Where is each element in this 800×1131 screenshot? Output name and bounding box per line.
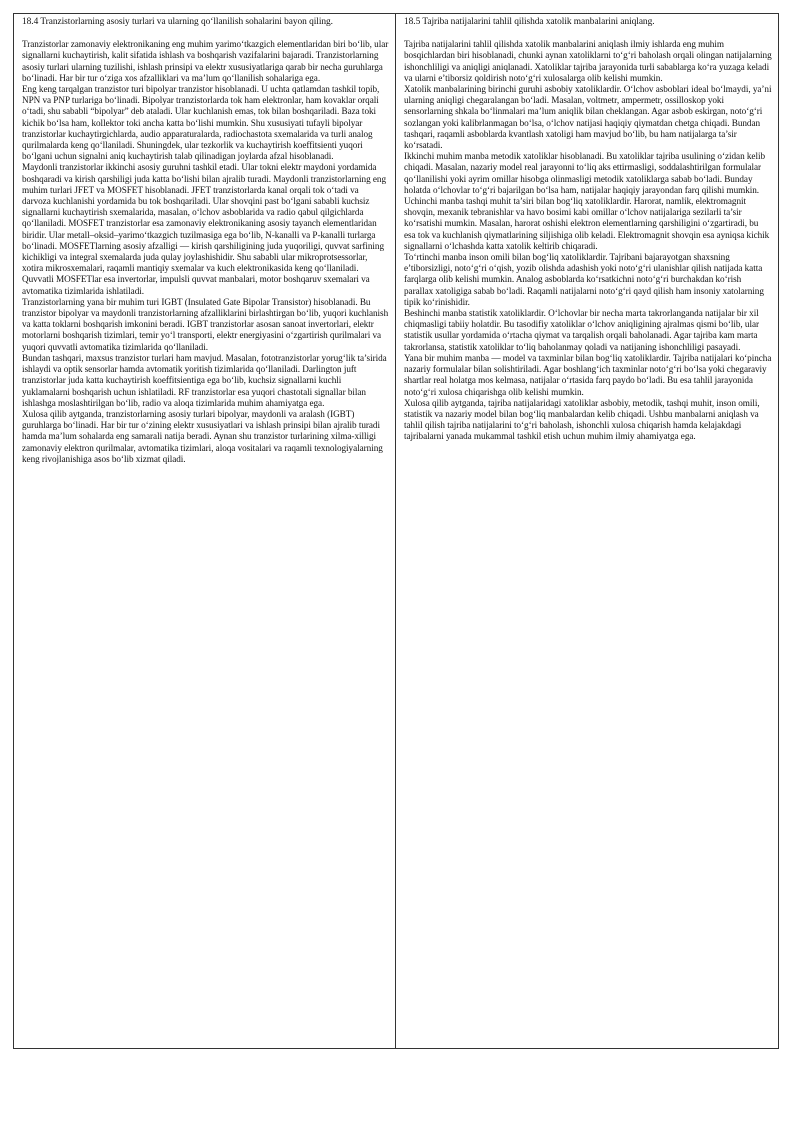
right-paragraph: Uchinchi manba tashqi muhit ta’siri bilan bog‘liq xatoliklardir. Harorat, namlik, elektromagnit shovqin, mexanik tebranishlar va havo bosimi kabi omillar o‘lchov natijalariga sezilarli ta’sir ko‘rsatishi mumkin. Masalan, harorat oshishi elektron elementlarning qarshiligini o‘zgartiradi, bu esa tok va kuchlanish qiymatlarining siljishiga olib keladi. Elektromagnit shovqin esa ayniqsa kichik signallarni o‘lchashda katta xatolik keltirib chiqaradi. — [404, 196, 770, 251]
right-paragraph: Xatolik manbalarining birinchi guruhi asbobiy xatoliklardir. O‘lchov asboblari ideal bo‘lmaydi, ya’ni ularning aniqligi chegaralangan bo‘ladi. Masalan, voltmetr, ampermetr, ossilloskop yoki sensorlarning shkala bo‘linmalari ma’lum aniqlik bilan cheklangan. Agar asbob eskirgan, noto‘g‘ri sozlangan yoki kalibrlanmagan bo‘lsa, o‘lchov natijasi haqiqiy qiymatdan chetga chiqadi. Bundan tashqari, raqamli asboblarda kvantlash xatoligi ham mavjud bo‘lib, bu ham natijalarga ta’sir ko‘rsatadi. — [404, 84, 772, 151]
right-paragraph: Beshinchi manba statistik xatoliklardir. O‘lchovlar bir necha marta takrorlanganda natijalar bir xil chiqmasligi tabiiy holatdir. Bu tasodifiy xatoliklar o‘lchov aniqligining ajralmas qismi bo‘lib, ular statistik usullar yordamida o‘rtacha qiymat va tarqalish orqali baholanadi. Agar tajriba kam marta takrorlansa, statistik xatoliklar to‘liq baholanmay qoladi va natijaning ishonchliligi pasayadi. — [404, 308, 759, 352]
right-paragraph: Xulosa qilib aytganda, tajriba natijalaridagi xatoliklar asbobiy, metodik, tashqi muhit, inson omili, statistik va nazariy model bilan bog‘liq manbalardan kelib chiqadi. Ushbu manbalarni aniqlash va tahlil qilish tajriba natijalarini to‘g‘ri baholash, ishonchli xulosa chiqarish hamda kelajakdagi tajribalarni yanada mukammal tashkil etish uchun muhim ilmiy ahamiyatga ega. — [404, 397, 760, 442]
left-paragraph: Eng keng tarqalgan tranzistor turi bipolyar tranzistor hisoblanadi. U uchta qatlamdan tashkil topib, NPN va PNP turlariga bo‘linadi. Bipolyar tranzistorlarda tok ham elektronlar, ham kovaklar orqali o‘tadi, shu sababli “bipolyar” deb ataladi. Ular kuchlanish emas, tok bilan boshqariladi. Baza toki kichik bo‘lsa ham, kollektor toki ancha katta bo‘lishi mumkin. Shu xususiyati tufayli bipolyar tranzistorlar kuchaytirgichlarda, audio apparaturalarda, radiochastota sxemalarida va turli analog qurilmalarda keng qo‘llaniladi. Shuningdek, ular tezkorlik va kuchaytirish koeffitsienti yuqori bo‘lgani uchun signalni aniq kuchaytirish talab qilinadigan joylarda afzal hisoblanadi. — [22, 84, 380, 162]
right-paragraph: Ikkinchi muhim manba metodik xatoliklar hisoblanadi. Bu xatoliklar tajriba usulining o‘zidan kelib chiqadi. Masalan, nazariy model real jarayonni to‘liq aks ettirmasligi, soddalashtirilgan formulalar qo‘llanilishi yoki ayrim omillar hisobga olinmasligi metodik xatoliklarga sabab bo‘ladi. Bunday holatda o‘lchovlar to‘g‘ri bajarilgan bo‘lsa ham, natijalar haqiqiy jarayondan farq qilishi mumkin. — [404, 151, 765, 195]
left-paragraph: Bundan tashqari, maxsus tranzistor turlari ham mavjud. Masalan, fototranzistorlar yorug‘lik ta’sirida ishlaydi va optik sensorlar hamda avtomatik yoritish tizimlarida qo‘llaniladi. Darlington juft tranzistorlar juda katta kuchaytirish koeffitsientiga ega bo‘lib, kuchsiz signallarni kuchli yuklamalarni boshqarish uchun ishlatiladi. RF tranzistorlar esa yuqori chastotali signallar bilan ishlashga moslashtirilgan bo‘lib, radio va aloqa tizimlarida muhim ahamiyatga ega. — [22, 352, 387, 408]
right-question-heading: 18.5 Tajriba natijalarini tahlil qilishda xatolik manbalarini aniqlang. — [404, 17, 655, 27]
right-paragraph: Yana bir muhim manba — model va taxminlar bilan bog‘liq xatoliklardir. Tajriba natijalari ko‘pincha nazariy formulalar bilan solishtiriladi. Agar boshlang‘ich taxminlar noto‘g‘ri bo‘lsa yoki chegaraviy shartlar real holatga mos kelmasa, natijalar o‘rtasida farq paydo bo‘ladi. Bu esa tahlil jarayonida noto‘g‘ri xulosa chiqarishga olib kelishi mumkin. — [404, 352, 772, 397]
left-paragraph: Tranzistorlarning yana bir muhim turi IGBT (Insulated Gate Bipolar Transistor) hisoblanadi. Bu tranzistor bipolyar va maydonli tranzistorlarning afzalliklarini birlashtirgan bo‘lib, yuqori kuchlanish va katta toklarni boshqarish imkonini beradi. IGBT tranzistorlar asosan sanoat invertorlari, elektr motorlarni boshqarish tizimlari, temir yo‘l transporti, elektr energiyasini o‘zgartirish qurilmalari va yuqori quvvatli avtomatika tizimlarida qo‘llaniladi. — [22, 296, 389, 352]
right-column — [396, 14, 778, 1048]
right-paragraph: Tajriba natijalarini tahlil qilishda xatolik manbalarini aniqlash ilmiy ishlarda eng muhim bosqichlardan biri hisoblanadi, chunki aynan xatoliklarni to‘g‘ri baholash orqali olingan natijalarning ishonchliligi va aniqligi aniqlanadi. Xatoliklar tajriba jarayonida turli sabablarga ko‘ra yuzaga keladi va ularni e’tiborsiz qoldirish noto‘g‘ri xulosalarga olib kelishi mumkin. — [404, 39, 772, 83]
left-column — [14, 14, 396, 1048]
left-question-heading: 18.4 Tranzistorlarning asosiy turlari va ularning qo‘llanilish sohalarini bayon qiling. — [22, 17, 333, 27]
left-paragraph: Xulosa qilib aytganda, tranzistorlarning asosiy turlari bipolyar, maydonli va aralash (IGBT) guruhlarga bo‘linadi. Har bir tur o‘zining elektr xususiyatlari va ishlash prinsipi bilan ajralib turadi hamda ma’lum sohalarda eng samarali natija beradi. Aynan shu tranzistor turlarining xilma-xilligi zamonaviy elektron qurilmalar, avtomatika tizimlari, aloqa vositalari va raqamli texnologiyalarning keng rivojlanishiga asos bo‘lib xizmat qiladi. — [22, 408, 383, 464]
left-paragraph: Maydonli tranzistorlar ikkinchi asosiy guruhni tashkil etadi. Ular tokni elektr maydoni yordamida boshqaradi va kirish qarshiligi juda katta bo‘lishi bilan ajralib turadi. Maydonli tranzistorlarning eng muhim turlari JFET va MOSFET hisoblanadi. JFET tranzistorlarda kanal orqali tok o‘tadi va darvoza kuchlanishi yordamida bu tok boshqariladi. Ular shovqini past bo‘lgani sababli kuchsiz signallarni kuchaytirish sxemalarida, masalan, o‘lchov asboblarida va radio qabul qilgichlarda qo‘llaniladi. MOSFET tranzistorlar esa zamonaviy elektronikaning asosiy tayanch elementlaridan biridir. Ular metall–oksid–yarimo‘tkazgich tuzilmasiga ega bo‘lib, N-kanalli va P-kanalli turlarga bo‘linadi. MOSFETlarning asosiy afzalligi — kirish qarshiligining juda yuqoriligi, quvvat sarfining kichikligi va integral sxemalarda juda qulay joylashishidir. Shu sababli ular mikroprotsessorlar, xotira mikrosxemalari, raqamli mantiqiy sxemalar va kuch elektronikasida keng qo‘llaniladi. Quvvatli MOSFETlar esa invertorlar, impulsli quvvat manbalari, motor boshqaruv sxemalari va avtomatika tizimlarida ishlatiladi. — [22, 162, 387, 296]
left-paragraph: Tranzistorlar zamonaviy elektronikaning eng muhim yarimo‘tkazgich elementlaridan biri bo‘lib, ular signallarni kuchaytirish, kalit sifatida ishlash va boshqarish vazifalarini bajaradi. Tranzistorlarning asosiy turlari ularning tuzilishi, ishlash prinsipi va elektr xususiyatlariga qarab bir necha guruhlarga bo‘linadi. Har bir tur o‘ziga xos afzalliklari va ma’lum qo‘llanilish sohalariga ega. — [22, 39, 389, 83]
document-page — [13, 13, 779, 1049]
right-paragraph: To‘rtinchi manba inson omili bilan bog‘liq xatoliklardir. Tajribani bajarayotgan shaxsning e’tiborsizligi, noto‘g‘ri o‘qish, yozib olishda adashish yoki noto‘g‘ri ulanishlar qilish natijada katta farqlarga olib kelishi mumkin. Analog asboblarda ko‘rsatkichni noto‘g‘ri burchakdan ko‘rish parallax xatoligiga sabab bo‘ladi. Raqamli natijalarni noto‘g‘ri qayd qilish ham insoniy xatolarning tipik ko‘rinishidir. — [404, 252, 764, 307]
